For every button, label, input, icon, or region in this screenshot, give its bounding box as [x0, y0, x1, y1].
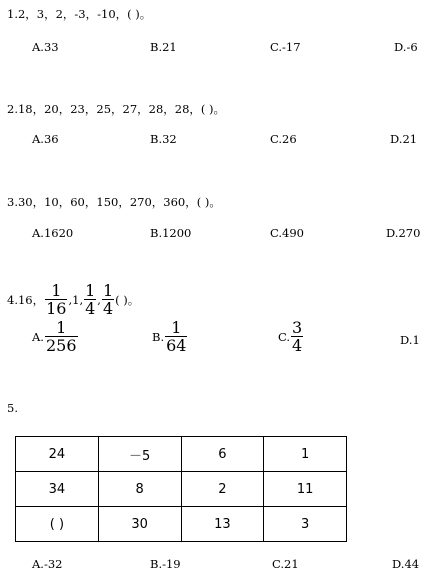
- table-cell: 34: [16, 472, 99, 507]
- question-1-option-c: C.-17: [270, 40, 301, 54]
- question-3-option-b: B.1200: [150, 226, 192, 240]
- fraction-numerator: 3: [292, 318, 303, 337]
- option-a-fraction: [45, 320, 78, 354]
- question-4-option-c: [278, 320, 304, 354]
- fraction-numerator: 1: [102, 281, 114, 300]
- question-4-separator: ,1,: [68, 293, 84, 307]
- fraction-denominator: 4: [102, 299, 114, 318]
- table-row: [16, 472, 347, 507]
- question-4-option-d: D.1: [400, 333, 420, 347]
- question-3-option-c: C.490: [270, 226, 304, 240]
- question-2-option-c: C.26: [270, 132, 297, 146]
- fraction-denominator: 256: [45, 336, 77, 355]
- fraction-numerator: 1: [51, 281, 62, 300]
- question-2-option-a: A.36: [32, 132, 59, 146]
- fraction-1-4-first: [84, 283, 96, 317]
- question-3-option-d: D.270: [386, 226, 421, 240]
- table-cell: 24: [16, 437, 99, 472]
- table-cell: 13: [181, 507, 264, 542]
- table-cell: 6: [181, 437, 264, 472]
- question-4-stem: [7, 283, 139, 317]
- fraction-denominator: 64: [166, 336, 187, 355]
- fraction-denominator: 4: [292, 336, 303, 355]
- question-1-option-d: D.-6: [394, 40, 418, 54]
- question-1-option-a: A.33: [32, 40, 59, 54]
- fraction-denominator: 16: [46, 299, 67, 318]
- option-c-fraction: [291, 320, 303, 354]
- question-5-option-c: C.21: [272, 557, 299, 571]
- question-3-stem: 3.30，10，60，150，270，360，( )。: [7, 195, 221, 209]
- fraction-1-4-second: [102, 283, 114, 317]
- table-cell-blank: ( ): [16, 507, 99, 542]
- question-2-option-b: B.32: [150, 132, 177, 146]
- question-1-stem: 1.2，3，2，-3，-10，( )。: [7, 7, 152, 21]
- question-4-option-b: [152, 320, 188, 354]
- question-5-stem: 5.: [7, 401, 18, 415]
- table-row: [16, 437, 347, 472]
- question-4-suffix: ( )。: [115, 293, 140, 307]
- question-1-option-b: B.21: [150, 40, 177, 54]
- table-cell: 11: [264, 472, 347, 507]
- fraction-denominator: 4: [85, 299, 96, 318]
- question-5-option-b: B.-19: [150, 557, 181, 571]
- fraction-numerator: 1: [171, 318, 182, 337]
- option-b-fraction: [165, 320, 187, 354]
- fraction-1-16: [45, 283, 67, 317]
- fraction-numerator: 1: [56, 318, 67, 337]
- question-5-option-a: A.-32: [32, 557, 63, 571]
- table-cell: 3: [264, 507, 347, 542]
- table-cell: －5: [98, 437, 181, 472]
- question-2-stem: 2.18，20，23，25，27，28，28，( )。: [7, 102, 226, 116]
- option-label: B.: [152, 330, 165, 344]
- table-cell: 1: [264, 437, 347, 472]
- table-cell: 30: [98, 507, 181, 542]
- question-4-prefix: 4.16，: [7, 293, 45, 307]
- question-5-option-d: D.44: [392, 557, 420, 571]
- table-cell: 2: [181, 472, 264, 507]
- question-4-option-a: [32, 320, 79, 354]
- table-cell: 8: [98, 472, 181, 507]
- number-grid-table: [15, 436, 347, 542]
- option-label: A.: [32, 330, 44, 344]
- question-2-option-d: D.21: [390, 132, 418, 146]
- question-4-comma: ,: [97, 293, 101, 307]
- question-3-option-a: A.1620: [32, 226, 74, 240]
- option-label: C.: [278, 330, 291, 344]
- table-row: [16, 507, 347, 542]
- fraction-numerator: 1: [85, 281, 96, 300]
